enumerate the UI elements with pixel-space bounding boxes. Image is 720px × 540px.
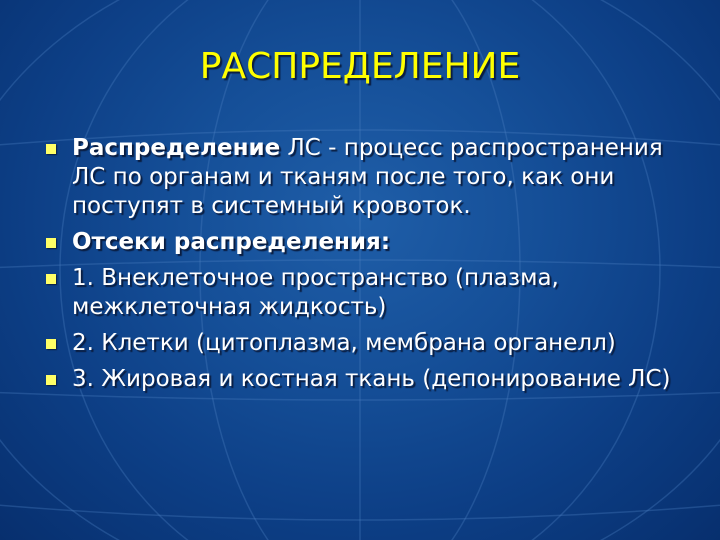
bullet-item (44, 228, 684, 257)
bullet-bold-text: Отсеки распределения: (72, 229, 391, 255)
bullet-bold-text: Распределение (72, 135, 281, 161)
slide-title: РАСПРЕДЕЛЕНИЕ (199, 46, 521, 87)
bullet-item (44, 264, 684, 322)
square-bullet-icon (46, 375, 56, 385)
bullet-item (44, 329, 684, 358)
bullet-text: 1. Внеклеточное пространство (плазма, межклеточная жидкость) (72, 265, 559, 320)
square-bullet-icon (46, 274, 56, 284)
square-bullet-icon (46, 339, 56, 349)
bullet-text: ЛС - процесс распространения ЛС по органам и тканям после того, как они поступят в системный кровоток. (72, 135, 663, 219)
bullet-item (44, 134, 684, 221)
bullet-item (44, 365, 684, 394)
square-bullet-icon (46, 238, 56, 248)
bullet-text: 2. Клетки (цитоплазма, мембрана органелл) (72, 330, 616, 356)
bullet-text: 3. Жировая и костная ткань (депонирование ЛС) (72, 366, 671, 392)
bullet-list (44, 134, 684, 401)
square-bullet-icon (46, 144, 56, 154)
